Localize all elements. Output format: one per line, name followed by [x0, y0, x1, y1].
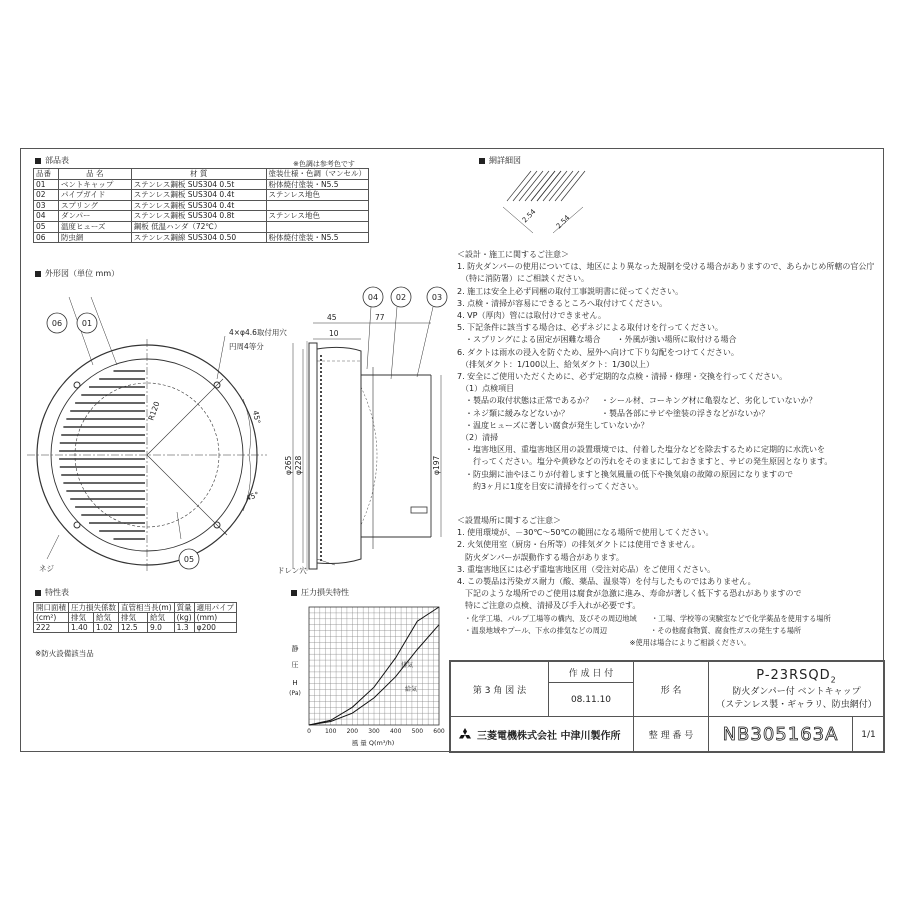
angle-bottom-label: 45° [244, 489, 261, 503]
svg-text:01: 01 [81, 319, 93, 328]
model-name: $P-23RSQD_2$ [756, 667, 837, 685]
table-row: 04 ダンパー ステンレス鋼板 SUS304 0.8t ステンレス地色 [34, 211, 369, 222]
table-row: 03 スプリング ステンレス鋼板 SUS304 0.4t [34, 200, 369, 211]
front-view [27, 297, 267, 571]
x-tick-label: 500 [411, 728, 424, 735]
parts-table-title: 部品表 [35, 156, 69, 166]
ylabel-char: H [292, 679, 298, 687]
dim-197: φ197 [432, 455, 441, 475]
model-cell [708, 661, 885, 717]
pressure-chart-title: 圧力損失特性 [291, 588, 349, 598]
svg-text:04: 04 [367, 293, 379, 302]
mesh-wire [537, 171, 561, 201]
x-tick-label: 600 [433, 728, 445, 735]
ylabel-char: 圧 [291, 661, 299, 669]
projection-cell: 第 3 角 図 法 [450, 661, 549, 717]
screw-label: ネジ [39, 564, 54, 573]
mesh-wire [513, 171, 537, 201]
model-desc-1: 防火ダンパー付 ベントキャップ [732, 687, 861, 698]
mesh-wire [561, 171, 585, 201]
date-label: 作 成 日 付 [548, 661, 634, 683]
table-row: 222 1.40 1.02 12.5 9.0 1.3 φ200 [34, 623, 237, 633]
ylabel-char: (Pa) [289, 690, 301, 697]
pcd-label: 円周4等分 [229, 342, 264, 351]
table-row: 06 防虫網 ステンレス鋼線 SUS304 0.50 粉体焼付塗装・N5.5 [34, 232, 369, 243]
parts-table-header: 品番 品 名 材 質 塗装仕様・色調（マンセル） [34, 169, 369, 180]
dim-228: φ228 [294, 455, 303, 475]
mesh-dim-2: 2.54 [554, 213, 572, 231]
design-notes: ＜設計・施工に関するご注意＞ 1. 防火ダンパーの使用については、地区により異なった規制を受ける場合がありますので、あらかじめ所轄の官公庁 （特に消防署）にご相談ください。 2. 施工は安全上必ず同梱の取付工事説明書に従ってください。 3. 点検・清掃が容易にできるところへ取付けてください。 4. VP（厚肉）管には取付けできません。 5. 下記条件に該当する場合は、必ずネジによる取付けを行ってください。 ・スプリングによる固定が困難な場合 ・外風が強い場所に取付ける場合 6. ダクトは雨水の浸入を防ぐため、屋外へ向けて下り勾配をつけてください。 （排気ダクト：1/100以上、給気ダクト：1/30以上） 7. 安全にご使用いただくために、必ず定期的な点検・清掃・修理・交換を行ってください。 （1）点検項目 ・製品の取付状態は正常であるか？ ・シール材、コーキング材に亀裂など、劣化していないか？ ・ネジ類に緩みなどないか？ ・製品各部にサビや塗装の浮きなどがないか？ ・温度ヒューズに著しい腐食が発生していないか？ （2）清掃 ・塩害地区用、重塩害地区用の設置環境では、付着した塩分などを除去するために定期的に水洗いを 行ってください。塩分や黄砂などの汚れをそのままにしておきますと、サビの発生原因となります。 ・防虫網に油やほこりが付着しますと換気風量の低下や換気扇の故障の原因になりますので 約3ヶ月に1度を目安に清掃を行ってください。 [457, 250, 875, 491]
mesh-wire [519, 171, 543, 201]
x-tick-label: 100 [324, 728, 337, 735]
x-axis-label: 風 量 Q(m³/h) [351, 739, 395, 747]
table-row: 02 パイプガイド ステンレス鋼板 SUS304 0.4t ステンレス地色 [34, 190, 369, 201]
holes-label: 4×φ4.6取付用穴 [229, 328, 287, 337]
svg-text:02: 02 [395, 293, 407, 302]
mesh-wire [531, 171, 555, 201]
side-view [293, 307, 441, 571]
dim-10: 10 [329, 329, 339, 338]
table-row: 01 ベントキャップ ステンレス鋼板 SUS304 0.5t 粉体焼付塗装・N5.5 [34, 179, 369, 190]
pressure-chart [283, 601, 449, 747]
company-cell: 三菱電機株式会社 中津川製作所 [450, 716, 634, 753]
outline-title: 外形図（単位 mm） [35, 269, 119, 279]
spec-table-title: 特性表 [35, 588, 69, 598]
dim-265: φ265 [284, 455, 293, 475]
x-tick-label: 300 [368, 728, 380, 735]
mesh-wire [525, 171, 549, 201]
dim-45: 45 [327, 313, 337, 322]
spec-table: 開口面積 圧力損失係数 直管相当長(m) 質量 適用パイプ (cm²) 排気 給気 排気 給気 (kg) (mm) 222 1.40 1.02 12.5 9.0 1.3 φ200 [33, 602, 237, 633]
mesh-wire [555, 171, 579, 201]
mesh-wire [507, 171, 531, 201]
install-notes: ＜設置場所に関するご注意＞ 1. 使用環境が、－30℃～50℃の範囲になる場所で使用してください。 2. 火気使用室（厨房・台所等）の排気ダクトには使用できません。 防火ダンパーが誤動作する場合があります。 3. 重塩害地区には必ず重塩害地区用（受注対応品）をご使用ください。 4. この製品は汚染ガス耐力（酸、薬品、温泉等）を付与したものではありません。 下記のような場所でのご使用は腐食が急激に進み、寿命が著しく低下する恐れがありますので 特にご注意の点検、清掃及び手入れが必要です。 ・化学工場、パルプ工場等の構内、及びその周辺地域 ・工場、学校等の実験室などで化学薬品を使用する場所 ・温泉地域やプール、下水の排気などの周辺 ・その他腐食物質、腐食性ガスの発生する場所 ※使用は場合によりご相談ください。 [457, 516, 831, 648]
dim-77: 77 [375, 313, 385, 322]
color-note: ※色調は参考色です [293, 160, 355, 168]
mesh-title: 網詳細図 [479, 156, 521, 166]
angle-top-label: 45° [251, 409, 263, 425]
x-tick-label: 200 [346, 728, 359, 735]
spec-note: ※防火設備該当品 [35, 649, 94, 658]
page-number: 1/1 [852, 716, 885, 753]
svg-text:06: 06 [51, 319, 63, 328]
ref-label: 整 理 番 号 [633, 716, 709, 753]
series-label-supply: 給気 [405, 686, 418, 693]
drawing-sheet [20, 148, 884, 752]
x-tick-label: 0 [307, 728, 311, 735]
x-tick-label: 400 [389, 728, 402, 735]
series-label-exhaust: 排気 [401, 662, 414, 669]
table-row: 05 温度ヒューズ 鋼板 低温ハンダ（72℃） [34, 221, 369, 232]
mesh-wire [549, 171, 573, 201]
ylabel-char: 静 [291, 645, 299, 653]
title-block [449, 660, 885, 753]
outline-drawing [21, 279, 449, 579]
mitsubishi-logo-icon [457, 728, 473, 742]
svg-text:05: 05 [183, 555, 195, 564]
date-value: 08.11.10 [548, 682, 634, 717]
parts-table [33, 168, 369, 243]
r120-label: R120 [146, 400, 162, 422]
svg-text:03: 03 [431, 293, 443, 302]
mesh-dim-1: 2.54 [520, 207, 538, 225]
ref-number: NB305163A [708, 716, 853, 753]
model-label: 形 名 [633, 661, 709, 717]
drain-label: ドレン穴 [277, 566, 307, 575]
mesh-wire [543, 171, 567, 201]
model-desc-2: （ステンレス製・ギャラリ、防虫網付） [716, 700, 877, 711]
mesh-detail [491, 167, 601, 239]
